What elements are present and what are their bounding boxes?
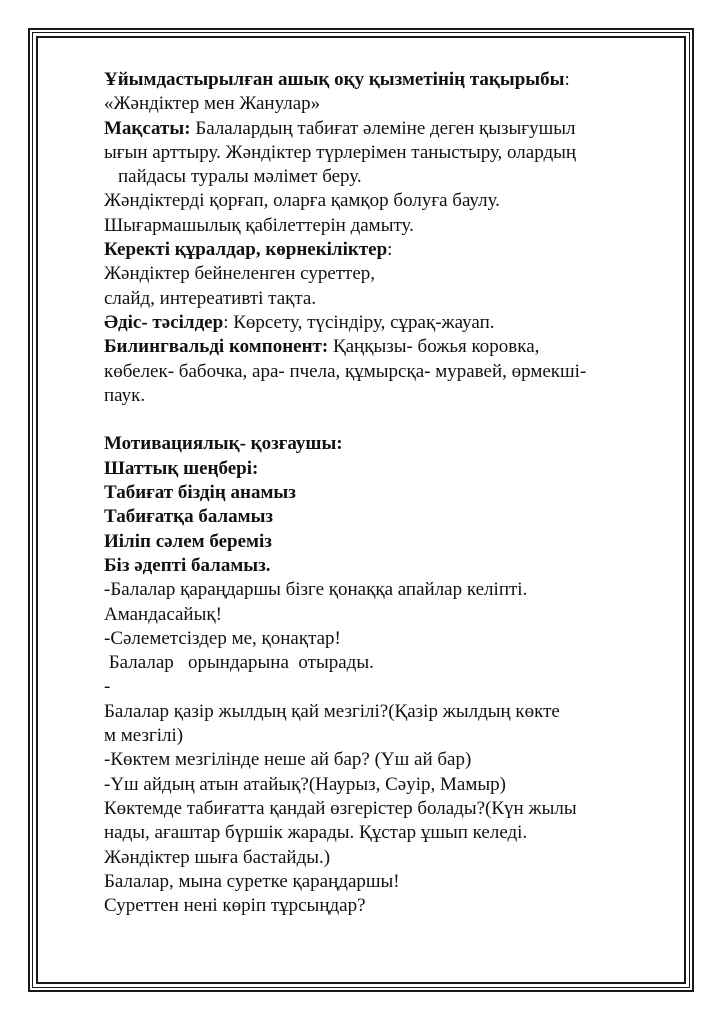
goal-line-1-text: Балалардың табиғат әлеміне деген қызығушыл [195,117,576,139]
dialogue-line-6: Балалар қазір жылдың қай мезгілі?(Қазір жылдың көкте [104,700,560,722]
materials-heading [104,238,674,262]
bilingual-label: Билингвальді компонент: [104,336,329,358]
motivation-heading: Мотивациялық- қозғаушы: [104,433,343,455]
poem-line-1: Табиғат біздің анамыз [104,482,296,504]
lesson-plan-text [104,68,674,918]
goal-line-5: Шығармашылық қабілеттерін дамыту. [104,214,414,236]
methods-label: Әдіс- тәсілдер [104,311,224,333]
topic-line: «Жәндіктер мен Жанулар» [104,93,321,115]
dialogue-line-4: Балалар орындарына отырады. [104,652,374,674]
goal-line-1 [104,117,674,141]
poem-line-3: Иіліп сәлем береміз [104,530,272,552]
dialogue-line-9: -Үш айдың атын атайық?(Наурыз, Сәуір, Мамыр) [104,773,506,795]
dialogue-line-10: Көктемде табиғатта қандай өзгерістер болады?(Күн жылы [104,797,577,819]
bilingual-line-1 [104,335,674,359]
dialogue-line-11: нады, ағаштар бүршік жарады. Құстар ұшып келеді. [104,822,528,844]
bilingual-line-3: паук. [104,384,146,406]
materials-line-1: Жәндіктер бейнеленген суреттер, [104,263,376,285]
dialogue-line-1: -Балалар қараңдаршы бізге қонаққа апайлар келіпті. [104,579,528,601]
materials-label: Керекті құралдар, көрнекіліктер [104,239,388,261]
title-label: Ұйымдастырылған ашық оқу қызметінің тақырыбы [104,69,565,90]
joy-circle-heading: Шаттық шеңбері: [104,457,259,479]
title-line [104,68,674,92]
poem-line-4: Біз әдепті баламыз. [104,554,271,576]
poem-line-2: Табиғатқа баламыз [104,506,274,528]
goal-line-2: ығын арттыру. Жәндіктер түрлерімен таныстыру, олардың [104,141,577,163]
goal-line-3: пайдасы туралы мәлімет беру. [118,166,362,188]
bilingual-line-1-text: Қаңқызы- божья коровка, [328,336,540,358]
goal-line-4: Жәндіктерді қорғап, оларға қамқор болуға баулу. [104,190,500,212]
dialogue-line-7: м мезгілі) [104,725,184,747]
methods-text: : Көрсету, түсіндіру, сұрақ-жауап. [223,311,495,333]
dialogue-line-5: - [104,676,111,698]
section-spacer [104,408,674,432]
bilingual-line-2: көбелек- бабочка, ара- пчела, құмырсқа- муравей, өрмекші- [104,360,587,382]
dialogue-line-14: Суреттен нені көріп тұрсыңдар? [104,895,366,917]
title-colon: : [564,69,570,90]
materials-colon: : [387,239,393,261]
goal-label: Мақсаты: [104,117,191,139]
methods-line [104,311,674,335]
dialogue-line-13: Балалар, мына суретке қараңдаршы! [104,870,400,892]
dialogue-line-2: Амандасайық! [104,603,222,625]
dialogue-line-8: -Көктем мезгілінде неше ай бар? (Үш ай бар) [104,749,472,771]
dialogue-line-12: Жәндіктер шыға бастайды.) [104,846,331,868]
dialogue-line-3: -Сәлеметсіздер ме, қонақтар! [104,627,341,649]
materials-line-2: слайд, интереативті тақта. [104,287,317,309]
